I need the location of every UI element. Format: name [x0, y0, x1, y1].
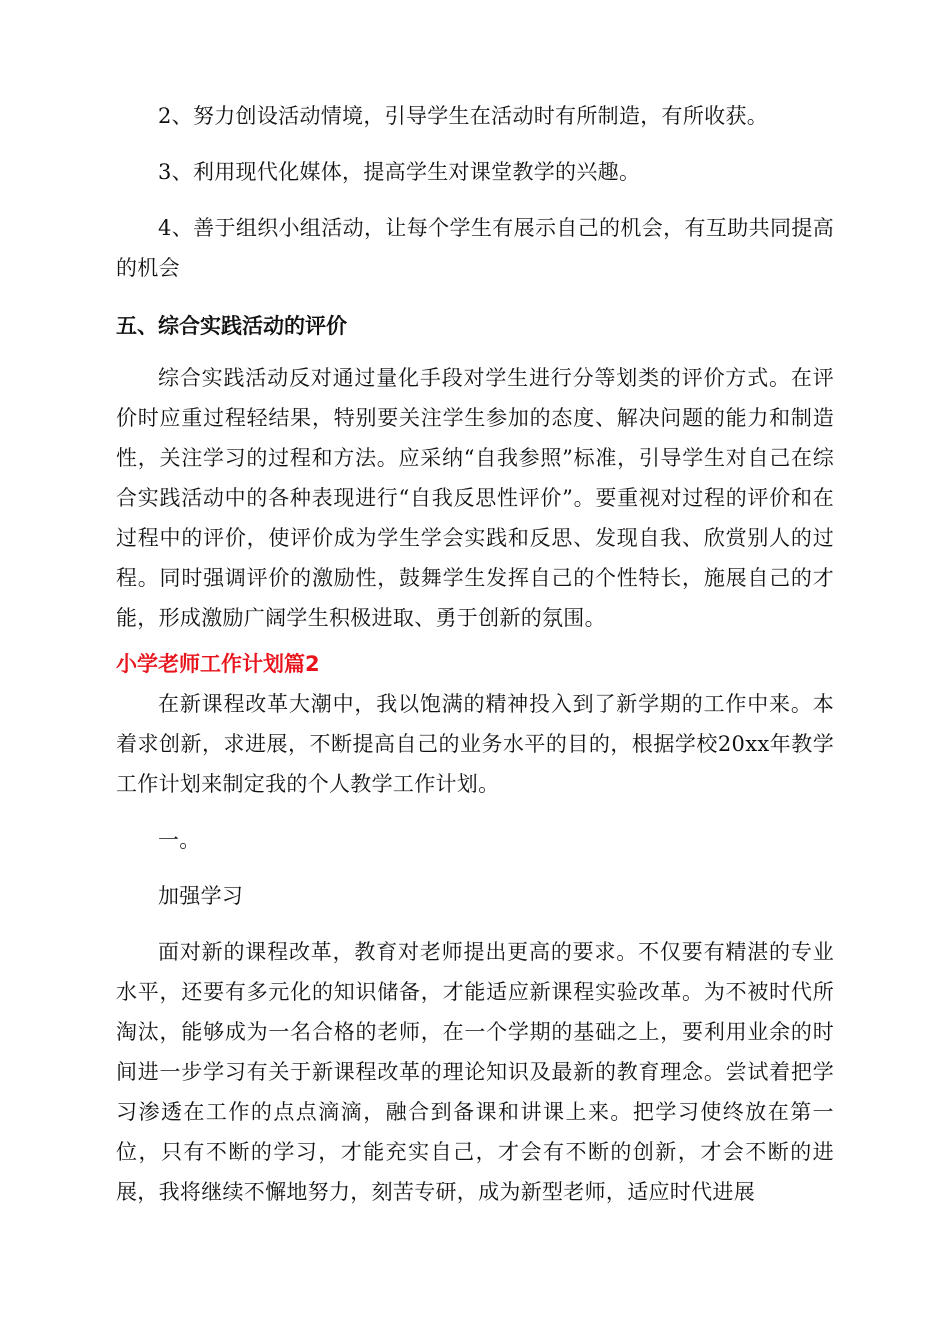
evaluation-paragraph: 综合实践活动反对通过量化手段对学生进行分等划类的评价方式。在评价时应重过程轻结果，特别要关注学生参加的态度、解决问题的能力和制造性，关注学习的过程和方法。应采纳“自我参照”标准，引导学生对自己在综合实践活动中的各种表现进行“自我反思性评价”。要重视对过程的评价和在过程中的评价，使评价成为学生学会实践和反思、发现自我、欣赏别人的过程。同时强调评价的激励性，鼓舞学生发挥自己的个性特长，施展自己的才能，形成激励广阔学生积极进取、勇于创新的氛围。 [116, 366, 834, 630]
document-page [116, 96, 834, 1212]
section-title: 小学老师工作计划篇2 [116, 652, 320, 676]
subheading-study: 加强学习 [158, 884, 244, 908]
study-paragraph: 面对新的课程改革，教育对老师提出更高的要求。不仅要有精湛的专业水平，还要有多元化的知识储备，才能适应新课程实验改革。为不被时代所淘汰，能够成为一名合格的老师，在一个学期的基础之上，要利用业余的时间进一步学习有关于新课程改革的理论知识及最新的教育理念。尝试着把学习渗透在工作的点点滴滴，融合到备课和讲课上来。把学习使终放在第一位，只有不断的学习，才能充实自己，才会有不断的创新，才会不断的进展，我将继续不懈地努力，刻苦专研，成为新型老师，适应时代进展 [116, 940, 834, 1204]
list-item-2: 2、努力创设活动情境，引导学生在活动时有所制造，有所收获。 [158, 104, 769, 128]
heading-evaluation: 五、综合实践活动的评价 [116, 314, 347, 338]
list-item-4: 4、善于组织小组活动，让每个学生有展示自己的机会，有互助共同提高的机会 [116, 216, 834, 280]
intro-paragraph: 在新课程改革大潮中，我以饱满的精神投入到了新学期的工作中来。本着求创新，求进展，不断提高自己的业务水平的目的，根据学校20xx年教学工作计划来制定我的个人教学工作计划。 [116, 692, 834, 796]
list-item-3: 3、利用现代化媒体，提高学生对课堂教学的兴趣。 [158, 160, 641, 184]
subheading-one: 一。 [158, 828, 201, 852]
